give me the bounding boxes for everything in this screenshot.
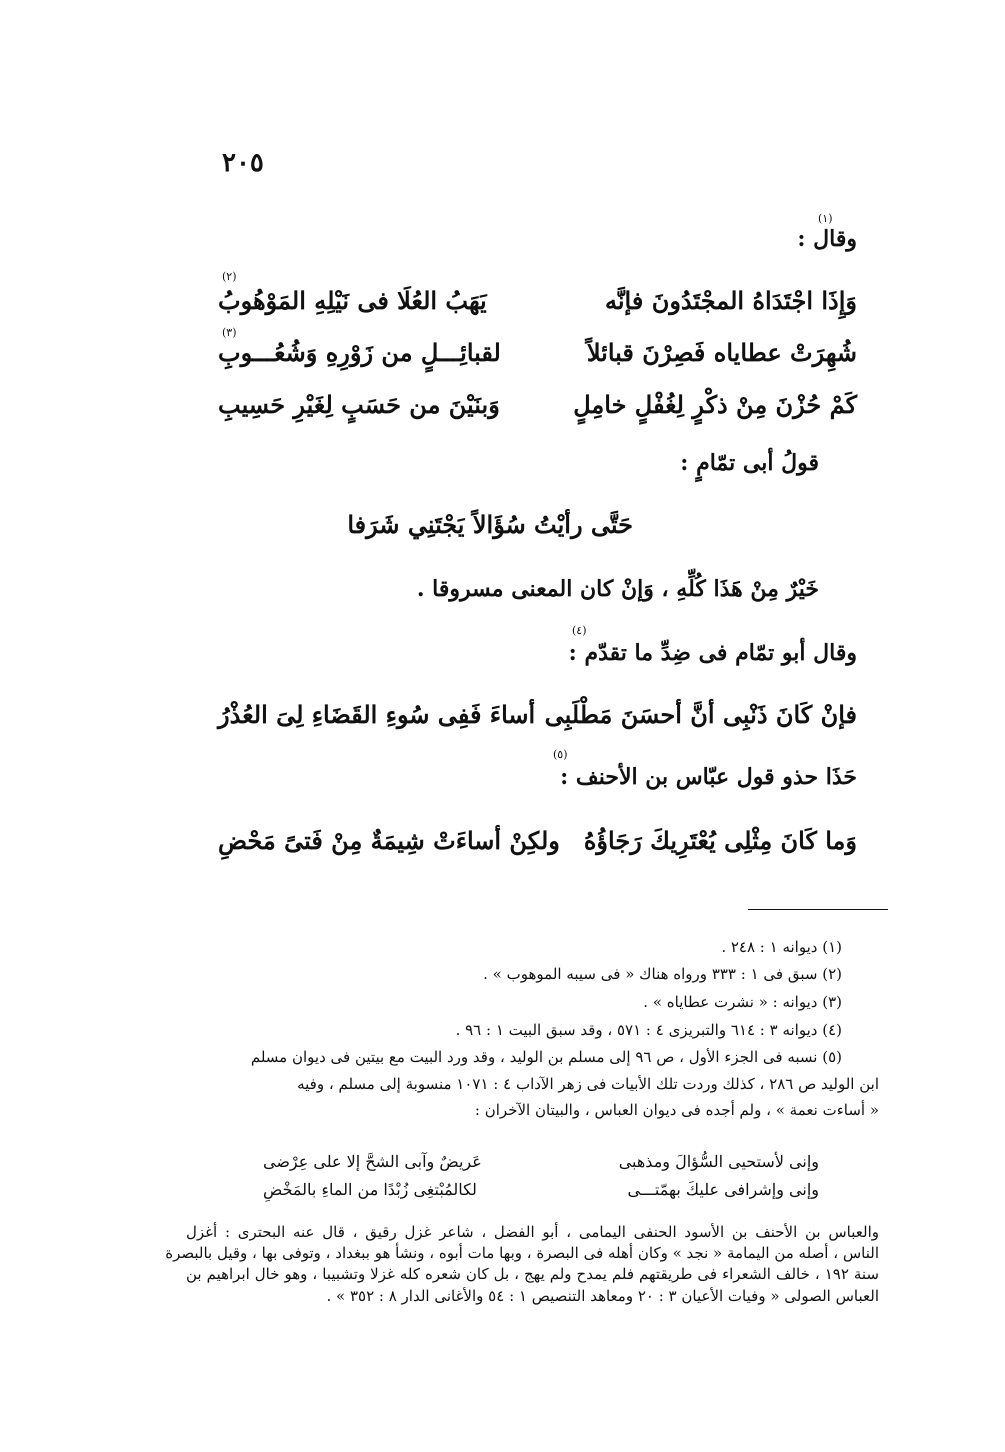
footnote: (٣) ديوانه : « نشرت عطاياه » . bbox=[643, 993, 842, 1011]
paragraph-line: والعباس بن الأحنف بن الأسود الحنفى اليمامى ، أبو الفضل ، شاعر غزل رقيق ، قال عنه البحترى : أغزل bbox=[186, 1223, 879, 1241]
verse-first-hemistich: فإنْ كَانَ ذَنْبِى أنَّ أحسَنَ مَطْلَبِى bbox=[544, 700, 857, 729]
verse-second-hemistich: ولكِنْ أساءَتْ شِيمَةٌ مِنْ فَتىً مَحْضِ bbox=[218, 826, 560, 855]
footnote-ref: (٤) bbox=[572, 624, 587, 637]
verse-first-hemistich: وَإِذَا اجْتَدَاهُ المجْتَدُونَ فإنَّه bbox=[605, 286, 857, 315]
footnote: (١) ديوانه ١ : ٢٤٨ . bbox=[721, 938, 842, 956]
verse-second-hemistich: وَبنَيْنَ من حَسَبٍ لِغَيْرِ حَسِيبِ bbox=[218, 390, 500, 419]
footnote-continuation: « أساءت نعمة » ، ولم أجده فى ديوان العباس ، والبيتان الآخران : bbox=[474, 1101, 879, 1119]
section-intro: قولُ أبى تمّامٍ : bbox=[680, 450, 819, 476]
verse-first-hemistich: شُهِرَتْ عطاياه فَصِرْنَ قبائلاً bbox=[586, 338, 857, 367]
verse-second-hemistich: يَهَبُ العُلَا فى نَيْلِهِ المَوْهُوبُ bbox=[218, 286, 487, 315]
section-intro: وقال : bbox=[797, 226, 857, 252]
section-intro: حَذَا حذو قول عبّاس بن الأحنف : bbox=[560, 764, 857, 790]
footnote-verse-second-hemistich: عَريضٌ وآبى الشحَّ إلا على عِرْضى bbox=[263, 1152, 482, 1171]
footnote-ref: (٥) bbox=[553, 748, 568, 761]
commentary-line: خَيْرٌ مِنْ هَذَا كُلِّهِ ، وَإنْ كان المعنى مسروقا . bbox=[416, 576, 819, 602]
footnote: (٤) ديوانه ٣ : ٦١٤ والتبريزى ٤ : ٥٧١ ، وقد سبق البيت ١ : ٩٦ . bbox=[455, 1021, 842, 1039]
footnote-continuation: ابن الوليد ص ٢٨٦ ، كذلك وردت تلك الأبيات فى زهر الآداب ٤ : ١٠٧١ منسوبة إلى مسلم ، وفيه bbox=[297, 1075, 879, 1093]
page-number: ٢٠٥ bbox=[222, 148, 264, 178]
footnote-verse-second-hemistich: لكالمُبْتغِى زُبْدًا من الماءِ بالمَخْضِ bbox=[263, 1180, 477, 1199]
paragraph-line: الناس ، أصله من اليمامة « نجد » وكان أهله فى البصرة ، وبها مات أبوه ، ونشأ هو ببغداد ، وتوفى بها ، وقيل بالبصرة bbox=[165, 1244, 879, 1263]
verse-second-hemistich: أساءَ فَفِى سُوءِ القَضَاءِ لِىَ العُذْرُ bbox=[218, 700, 536, 729]
footnote-ref: (٢) bbox=[222, 270, 237, 283]
footnote: (٢) سبق فى ١ : ٣٣٣ ورواه هناك « فى سيبه الموهوب » . bbox=[483, 965, 842, 983]
verse-first-hemistich: كَمْ حُزْنَ مِنْ ذكْرٍ لِغُفْلٍ خامِلٍ bbox=[573, 390, 857, 419]
footnote-ref: (١) bbox=[818, 212, 833, 225]
paragraph-line: العباس الصولى « وفيات الأعيان ٣ : ٢٠ ومعاهد التنصيص ١ : ٥٤ والأغانى الدار ٨ : ٣٥٢ » . bbox=[326, 1286, 879, 1305]
quoted-verse: حَتَّى رأيْتُ سُؤَالاً يَجْتَنِي شَرَفا bbox=[347, 510, 633, 539]
verse-second-hemistich: لقبائِـــلٍ من زَوْرِهِ وَشُعُـــوبِ bbox=[218, 338, 501, 367]
footnote-verse-first-hemistich: وإنى لأستحيى السُّؤالَ ومذهبى bbox=[618, 1152, 819, 1171]
paragraph-line: سنة ١٩٢ ، خالف الشعراء فى طريقتهم فلم يمدح ولم يهج ، بل كان شعره كله غزلا وتشبيبا ، وهو خال ابراهيم بن bbox=[186, 1265, 880, 1284]
footnote-verse-first-hemistich: وإنى وإشرافى عليكَ بهمّتـــى bbox=[627, 1180, 819, 1199]
section-intro: وقال أبو تمّام فى ضِدِّ ما تقدّم : bbox=[568, 640, 857, 666]
footnote: (٥) نسبه فى الجزء الأول ، ص ٩٦ إلى مسلم بن الوليد ، وقد ورد البيت مع بيتين فى ديوان مسلم bbox=[250, 1048, 842, 1066]
footnote-paragraph bbox=[165, 1222, 880, 1307]
verse-first-hemistich: وَما كَانَ مِثْلِى يُعْتَرِيكَ رَجَاؤُهُ bbox=[583, 826, 857, 855]
footnote-ref: (٣) bbox=[222, 326, 237, 339]
footnote-separator bbox=[748, 909, 888, 910]
